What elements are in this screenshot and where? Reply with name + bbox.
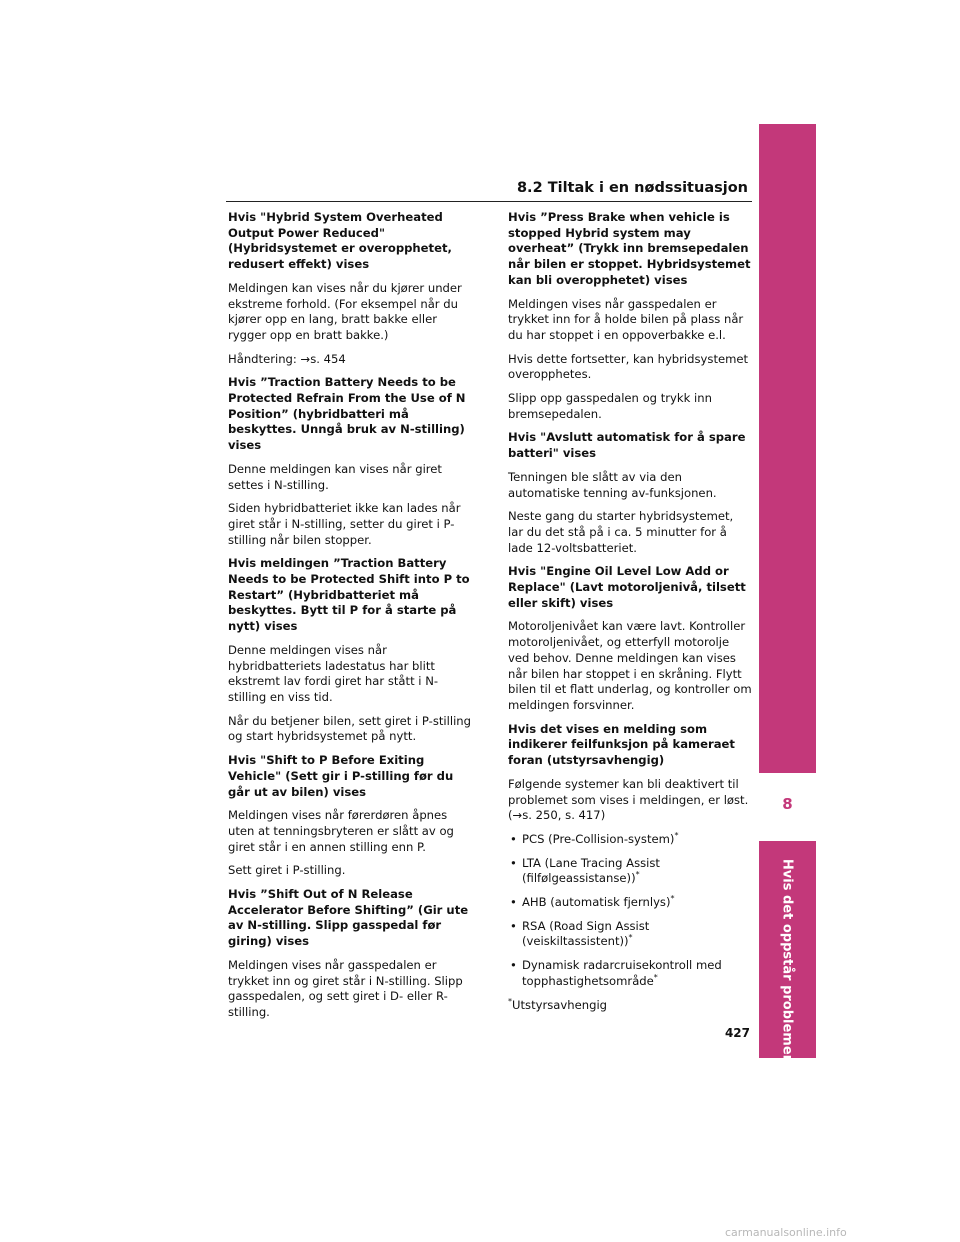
list-item	[508, 958, 752, 989]
paragraph: Når du betjener bilen, sett giret i P-stilling og start hybridsystemet på nytt.	[228, 713, 472, 744]
paragraph: Siden hybridbatteriet ikke kan lades når giret står i N-stilling, setter du giret i P-stilling når bilen stopper.	[228, 501, 461, 547]
header-divider	[226, 201, 752, 202]
list-item	[508, 919, 752, 950]
footnote-mark: *	[628, 933, 633, 943]
chapter-title: Hvis det oppstår problemer	[779, 858, 795, 1062]
heading-press-brake: Hvis ”Press Brake when vehicle is stopped Hybrid system may overheat” (Trykk inn bremsepedalen når bilen er stoppet. Hybridsystemet kan bli overopphetet) vises	[508, 210, 751, 287]
list-item-text: LTA (Lane Tracing Assist (filfølgeassistanse))	[522, 855, 660, 886]
paragraph: Meldingen vises når gasspedalen er trykket inn og giret står i N-stilling. Slipp gasspedalen, og sett giret i D- eller R-stilling.	[228, 957, 463, 1019]
heading-hybrid-overheated: Hvis "Hybrid System Overheated Output Power Reduced" (Hybridsystemet er overopphetet, redusert effekt) vises	[228, 210, 452, 272]
paragraph: Denne meldingen kan vises når giret settes i N-stilling.	[228, 461, 442, 492]
footnote	[508, 998, 752, 1014]
heading-shift-to-p: Hvis "Shift to P Before Exiting Vehicle" (Sett gir i P-stilling før du går ut av bilen) vises	[228, 753, 454, 799]
paragraph: Sett giret i P-stilling.	[228, 863, 346, 878]
left-column	[228, 210, 472, 1029]
paragraph: Motoroljenivået kan være lavt. Kontroller motoroljenivået, og etterfyll motorolje ved behov. Denne meldingen kan vises når bilen har stoppet i en skråning. Flytt bilen til et flatt underlag, og kontroller om meldingen forsvinner.	[508, 619, 752, 712]
footnote-mark: *	[635, 870, 640, 880]
footnote-mark: *	[508, 996, 512, 1006]
paragraph: Hvis dette fortsetter, kan hybridsystemet overopphetes.	[508, 351, 749, 382]
page-number: 427	[724, 1026, 750, 1040]
right-column	[508, 210, 752, 1021]
footnote-mark: *	[670, 894, 675, 904]
list-item-text: RSA (Road Sign Assist (veiskiltassistent))	[522, 918, 650, 949]
heading-shift-out-of-n: Hvis ”Shift Out of N Release Accelerator Before Shifting” (Gir ute av N-stilling. Slipp gasspedal før giring) vises	[228, 887, 469, 949]
heading-engine-oil-low: Hvis "Engine Oil Level Low Add or Replace" (Lavt motoroljenivå, tilsett eller skift) vises	[508, 564, 746, 610]
list-item	[508, 895, 752, 911]
paragraph: Følgende systemer kan bli deaktivert til problemet som vises i meldingen, er løst. (→s. 250, s. 417)	[508, 776, 749, 823]
paragraph: Meldingen vises når førerdøren åpnes uten at tenningsbryteren er slått av og giret står i en annen stilling enn P.	[228, 808, 454, 854]
paragraph: Meldingen kan vises når du kjører under ekstreme forhold. (For eksempel når du kjører opp en lang, bratt bakke eller rygger opp en bratt bakke.)	[228, 280, 462, 342]
paragraph: Meldingen vises når gasspedalen er trykket inn for å holde bilen på plass når du har stoppet i en oppoverbakke e.l.	[508, 296, 744, 342]
watermark: carmanualsonline.info	[725, 1226, 847, 1239]
list-item-text: PCS (Pre-Collision-system)	[522, 831, 675, 846]
list-item	[508, 832, 752, 848]
heading-traction-battery-shift-p: Hvis meldingen ”Traction Battery Needs to be Protected Shift into P to Restart” (Hybridbatteriet må beskyttes. Bytt til P for å starte på nytt) vises	[228, 556, 470, 634]
list-item-text: AHB (automatisk fjernlys)	[522, 895, 671, 910]
footnote-text: Utstyrsavhengig	[512, 997, 608, 1012]
paragraph: Tenningen ble slått av via den automatiske tenning av-funksjonen.	[508, 469, 717, 500]
disabled-systems-list	[508, 832, 752, 990]
section-title: 8.2 Tiltak i en nødssituasjon	[516, 180, 748, 196]
paragraph: Slipp opp gasspedalen og trykk inn bremsepedalen.	[508, 391, 712, 421]
paragraph-handling-reference: Håndtering: →s. 454	[228, 351, 346, 366]
footnote-mark: *	[653, 972, 658, 982]
paragraph: Denne meldingen vises når hybridbatteriets ladestatus har blitt ekstremt lav fordi giret har stått i N-stilling en viss tid.	[228, 642, 439, 704]
heading-front-camera-malfunction: Hvis det vises en melding som indikerer feilfunksjon på kameraet foran (utstyrsavhengig)	[508, 721, 735, 768]
list-item	[508, 856, 752, 887]
footnote-mark: *	[674, 831, 679, 841]
paragraph: Neste gang du starter hybridsystemet, lar du det stå på i ca. 5 minutter for å lade 12-voltsbatteriet.	[508, 509, 734, 555]
chapter-number: 8	[782, 795, 793, 813]
heading-auto-power-off: Hvis "Avslutt automatisk for å spare batteri" vises	[508, 430, 746, 461]
list-item-text: Dynamisk radarcruisekontroll med topphastighetsområde	[522, 958, 722, 988]
heading-traction-battery-refrain: Hvis ”Traction Battery Needs to be Protected Refrain From the Use of N Position” (hybridbatteri må beskyttes. Unngå bruk av N-stilling) vises	[228, 375, 466, 453]
